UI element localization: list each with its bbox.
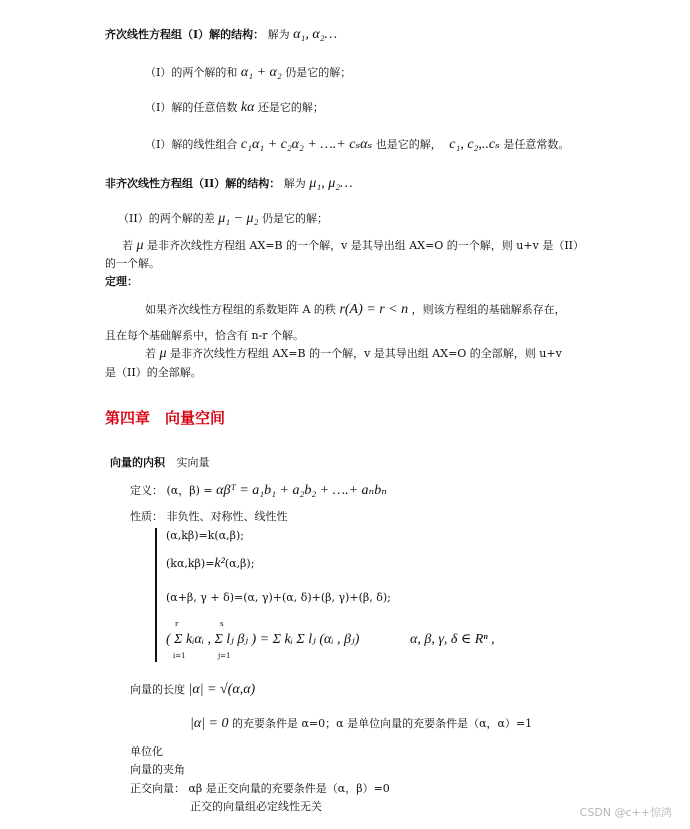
section1-line2-math: kα [240, 100, 255, 115]
rule-4-sum-bot-2: j=1 [218, 652, 231, 660]
section1-line3 [145, 137, 569, 153]
section2-line2a-post: 是非齐次线性方程组 AX=B 的一个解，v 是其导出组 AX=O 的一个解，则 u+v 是（II） [147, 239, 585, 252]
orthogonal-text: αβ 是正交向量的充要条件是（α，β）=0 [188, 782, 390, 795]
chapter-title: 第四章 向量空间 [105, 409, 226, 427]
section2-title: 非齐次线性方程组（II）解的结构： [105, 177, 281, 190]
definition-label: 定义： [130, 484, 163, 497]
length-condition-math: |α| = 0 [190, 716, 229, 731]
section1-line3-mid: 也是它的解， [375, 138, 442, 151]
section2-line2a-pre: 若 [122, 239, 133, 252]
theorem-p1-math: r(A) = r < n [339, 302, 409, 317]
property-line [130, 509, 288, 525]
section1-line1-math: α₁ + α₂ [240, 65, 282, 80]
section2-line2a-math: μ [136, 238, 144, 253]
theorem-p2: 且在每个基础解系中，恰含有 n-r 个解。 [105, 329, 305, 342]
section1-line2-post: 还是它的解； [257, 101, 324, 114]
section2-title-math: μ₁, μ₂… [309, 176, 353, 191]
section1-line3-math: c₁α₁ + c₂α₂ + ….+ cₛαₛ [240, 137, 373, 152]
length-label: 向量的长度 [130, 683, 185, 696]
length-line [130, 682, 255, 698]
section2-heading [105, 176, 353, 192]
rule-2 [166, 556, 254, 572]
section2-title-suffix: 解为 [283, 177, 306, 190]
section2-line2a [122, 238, 584, 254]
length-condition [190, 716, 532, 732]
theorem-p3-pre: 若 [145, 347, 156, 360]
theorem-p4: 是（II）的全部解。 [105, 366, 202, 379]
section1-line3-math2: c₁, c₂,..cₛ [449, 137, 500, 152]
section1-title-math: α₁, α₂… [293, 27, 338, 42]
rule-4-sum-bot-1: i=1 [173, 652, 186, 660]
definition-math: αβᵀ = a₁b₁ + a₂b₂ + ….+ aₙbₙ [216, 483, 387, 498]
rule-4-condition: α, β, γ, δ ∈ Rⁿ , [410, 632, 495, 647]
rule-1: (α,kβ)=k(α,β); [166, 529, 244, 542]
section1-line1 [145, 65, 351, 81]
inner-product-heading [110, 455, 210, 471]
inner-product-title: 向量的内积 [110, 456, 165, 469]
length-math: |α| = √(α,α) [188, 682, 256, 697]
rule-4-expression: ( Σ kᵢαᵢ , Σ lⱼ βⱼ ) = Σ kᵢ Σ lⱼ (αᵢ , βⱼ) [166, 632, 360, 647]
section2-line1 [118, 211, 328, 227]
theorem-p1-post: ，则该方程组的基础解系存在， [411, 303, 566, 316]
section1-line3-pre: （I）解的线性组合 [145, 138, 238, 151]
section1-line3-post: 是任意常数。 [503, 138, 570, 151]
vector-angle-label: 向量的夹角 [130, 763, 185, 776]
orthogonal-label: 正交向量： [130, 782, 185, 795]
theorem-p3 [145, 346, 562, 362]
section2-line1-math: μ₁ − μ₂ [218, 211, 259, 226]
rule-4-sum-top-1: r [175, 620, 179, 628]
rule-4-sum-top-2: s [220, 620, 224, 628]
rule-3: (α+β, γ + δ)=(α, γ)+(α, δ)+(β, γ)+(β, δ); [166, 591, 391, 604]
section2-line1-pre: （II）的两个解的差 [118, 212, 215, 225]
section2-line1-post: 仍是它的解； [261, 212, 328, 225]
section1-line1-post: 仍是它的解； [285, 66, 352, 79]
theorem-p3-post: 是非齐次线性方程组 AX=B 的一个解，v 是其导出组 AX=O 的全部解，则 u+v [170, 347, 562, 360]
definition-line [130, 483, 387, 499]
property-bracket-line [155, 528, 157, 662]
theorem-p3-math: μ [159, 346, 167, 361]
theorem-p1 [145, 302, 566, 318]
section1-heading [105, 27, 337, 43]
theorem-p1-pre: 如果齐次线性方程组的系数矩阵 A 的秩 [145, 303, 336, 316]
section1-title: 齐次线性方程组（I）解的结构： [105, 28, 265, 41]
section2-line2b: 的一个解。 [105, 257, 160, 270]
orthogonal-note: 正交的向量组必定线性无关 [190, 800, 322, 813]
theorem-label: 定理： [105, 275, 138, 288]
orthogonal-line [130, 781, 390, 797]
definition-pair: (α，β) = [166, 484, 213, 497]
section1-line2-pre: （I）解的任意倍数 [145, 101, 238, 114]
csdn-watermark: CSDN @c++惊鸿 [579, 806, 672, 819]
section1-line2 [145, 100, 324, 116]
section1-line1-pre: （I）的两个解的和 [145, 66, 238, 79]
rule-2-math: k² [214, 556, 225, 571]
inner-product-subtitle: 实向量 [176, 456, 210, 469]
unit-vector-label: 单位化 [130, 745, 163, 758]
property-text: 非负性、对称性、线性性 [166, 510, 288, 523]
length-condition-text: 的充要条件是 α=0；α 是单位向量的充要条件是（α，α）=1 [232, 717, 533, 730]
rule-2-left: (kα,kβ)= [166, 557, 215, 570]
rule-2-right: (α,β); [224, 557, 255, 570]
section1-title-suffix: 解为 [267, 28, 290, 41]
property-label: 性质： [130, 510, 163, 523]
rule-4 [166, 632, 359, 648]
